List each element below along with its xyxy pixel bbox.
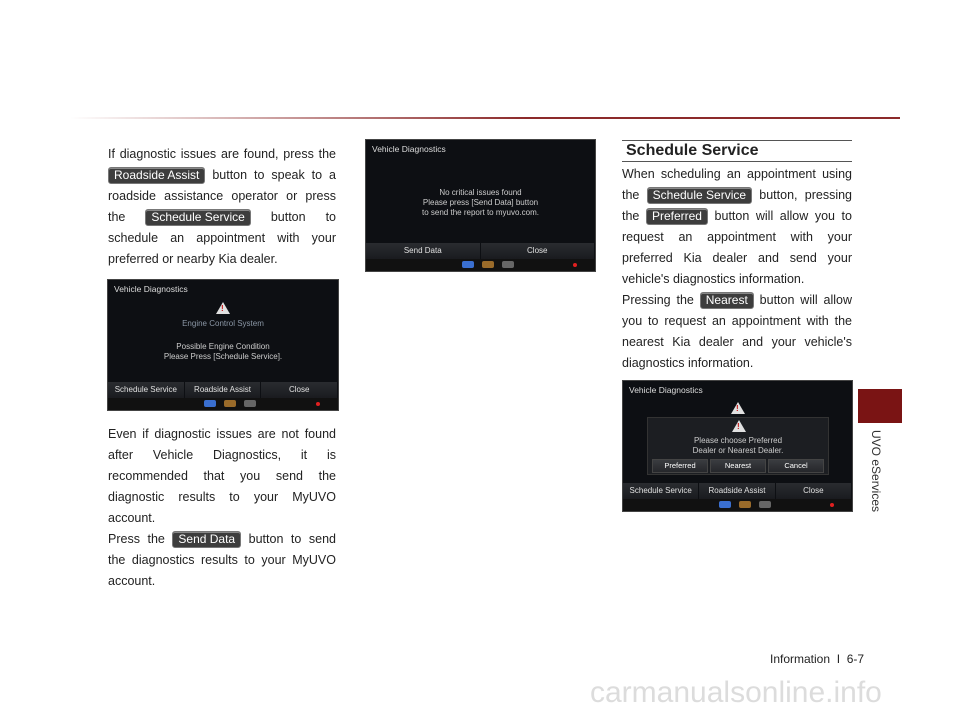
page-footer xyxy=(770,652,864,666)
close-button[interactable]: Close xyxy=(481,243,596,259)
battery-icon xyxy=(739,501,751,508)
status-bar xyxy=(366,259,595,271)
close-button[interactable]: Close xyxy=(261,382,338,398)
preferred-chip: Preferred xyxy=(646,208,708,225)
bluetooth-icon xyxy=(204,400,216,407)
screen-title: Vehicle Diagnostics xyxy=(114,284,188,294)
preferred-button[interactable]: Preferred xyxy=(652,459,708,473)
schedule-service-button[interactable]: Schedule Service xyxy=(108,382,185,398)
schedule-service-button[interactable]: Schedule Service xyxy=(623,483,699,499)
left-column-bottom xyxy=(108,424,336,592)
section-tab xyxy=(858,389,902,423)
paragraph-preferred: When scheduling an appointment using the Schedule Service button, pressing the Preferred button will allow you to request an appointment with your preferred Kia dealer and send your vehicle's diagnostics information. xyxy=(622,167,852,286)
warning-icon xyxy=(732,420,746,432)
page-number: 6-7 xyxy=(846,652,865,666)
screen-no-issues xyxy=(365,139,596,272)
no-issues-msg: No critical issues found xyxy=(439,188,522,197)
choose-msg-2: Dealer or Nearest Dealer. xyxy=(692,446,784,455)
watermark: carmanualsonline.info xyxy=(590,676,882,709)
send-data-button[interactable]: Send Data xyxy=(366,243,481,259)
bluetooth-icon xyxy=(719,501,731,508)
record-icon xyxy=(573,263,577,267)
condition-msg: Possible Engine Condition xyxy=(176,342,270,351)
instruction-msg: Please Press [Schedule Service]. xyxy=(163,352,283,361)
cancel-button[interactable]: Cancel xyxy=(768,459,824,473)
roadside-assist-chip: Roadside Assist xyxy=(108,167,205,184)
status-bar xyxy=(108,398,338,410)
record-icon xyxy=(830,503,834,507)
schedule-service-chip: Schedule Service xyxy=(647,187,752,204)
footer-separator: I xyxy=(836,652,841,666)
paragraph-recommend: Even if diagnostic issues are not found after Vehicle Diagnostics, it is recommended that you send the diagnostic results to your MyUVO account. xyxy=(108,427,336,525)
screen-title: Vehicle Diagnostics xyxy=(629,385,703,395)
warning-icon xyxy=(731,402,745,414)
warning-icon xyxy=(216,302,230,314)
paragraph-roadside: If diagnostic issues are found, press the Roadside Assist button to speak to a roadside assistance operator or press the Schedule Service button to schedule an appointment with your preferred or nearby Kia dealer. xyxy=(108,147,336,266)
paragraph-send: Press the Send Data button to send the diagnostics results to your MyUVO account. xyxy=(108,532,336,588)
screen-button-bar xyxy=(366,243,595,259)
dealer-dialog xyxy=(647,417,829,475)
section-label: UVO eServices xyxy=(869,430,883,513)
system-name: Engine Control System xyxy=(182,319,264,328)
choose-msg: Please choose Preferred xyxy=(693,436,783,445)
screen-button-bar xyxy=(623,483,852,499)
record-icon xyxy=(316,402,320,406)
nearest-button[interactable]: Nearest xyxy=(710,459,766,473)
signal-icon xyxy=(502,261,514,268)
screen-button-bar xyxy=(108,382,338,398)
bluetooth-icon xyxy=(462,261,474,268)
close-button[interactable]: Close xyxy=(776,483,852,499)
status-bar xyxy=(623,499,852,511)
roadside-assist-button[interactable]: Roadside Assist xyxy=(699,483,775,499)
screen-title: Vehicle Diagnostics xyxy=(372,144,446,154)
right-column-text xyxy=(622,164,852,374)
roadside-assist-button[interactable]: Roadside Assist xyxy=(185,382,262,398)
signal-icon xyxy=(244,400,256,407)
schedule-service-chip: Schedule Service xyxy=(145,209,250,226)
screen-choose-dealer xyxy=(622,380,853,512)
nearest-chip: Nearest xyxy=(700,292,754,309)
battery-icon xyxy=(224,400,236,407)
send-data-chip: Send Data xyxy=(172,531,241,548)
battery-icon xyxy=(482,261,494,268)
top-rule xyxy=(70,117,900,119)
send-instruction-msg: Please press [Send Data] button xyxy=(422,198,539,207)
left-column-top xyxy=(108,144,336,270)
paragraph-nearest: Pressing the Nearest button will allow you to request an appointment with the nearest Kia dealer and your vehicle's diagnostics information. xyxy=(622,293,853,370)
footer-section: Information xyxy=(770,652,831,666)
screen-engine-condition xyxy=(107,279,339,411)
send-target-msg: to send the report to myuvo.com. xyxy=(422,208,539,217)
section-heading: Schedule Service xyxy=(622,140,852,162)
signal-icon xyxy=(759,501,771,508)
